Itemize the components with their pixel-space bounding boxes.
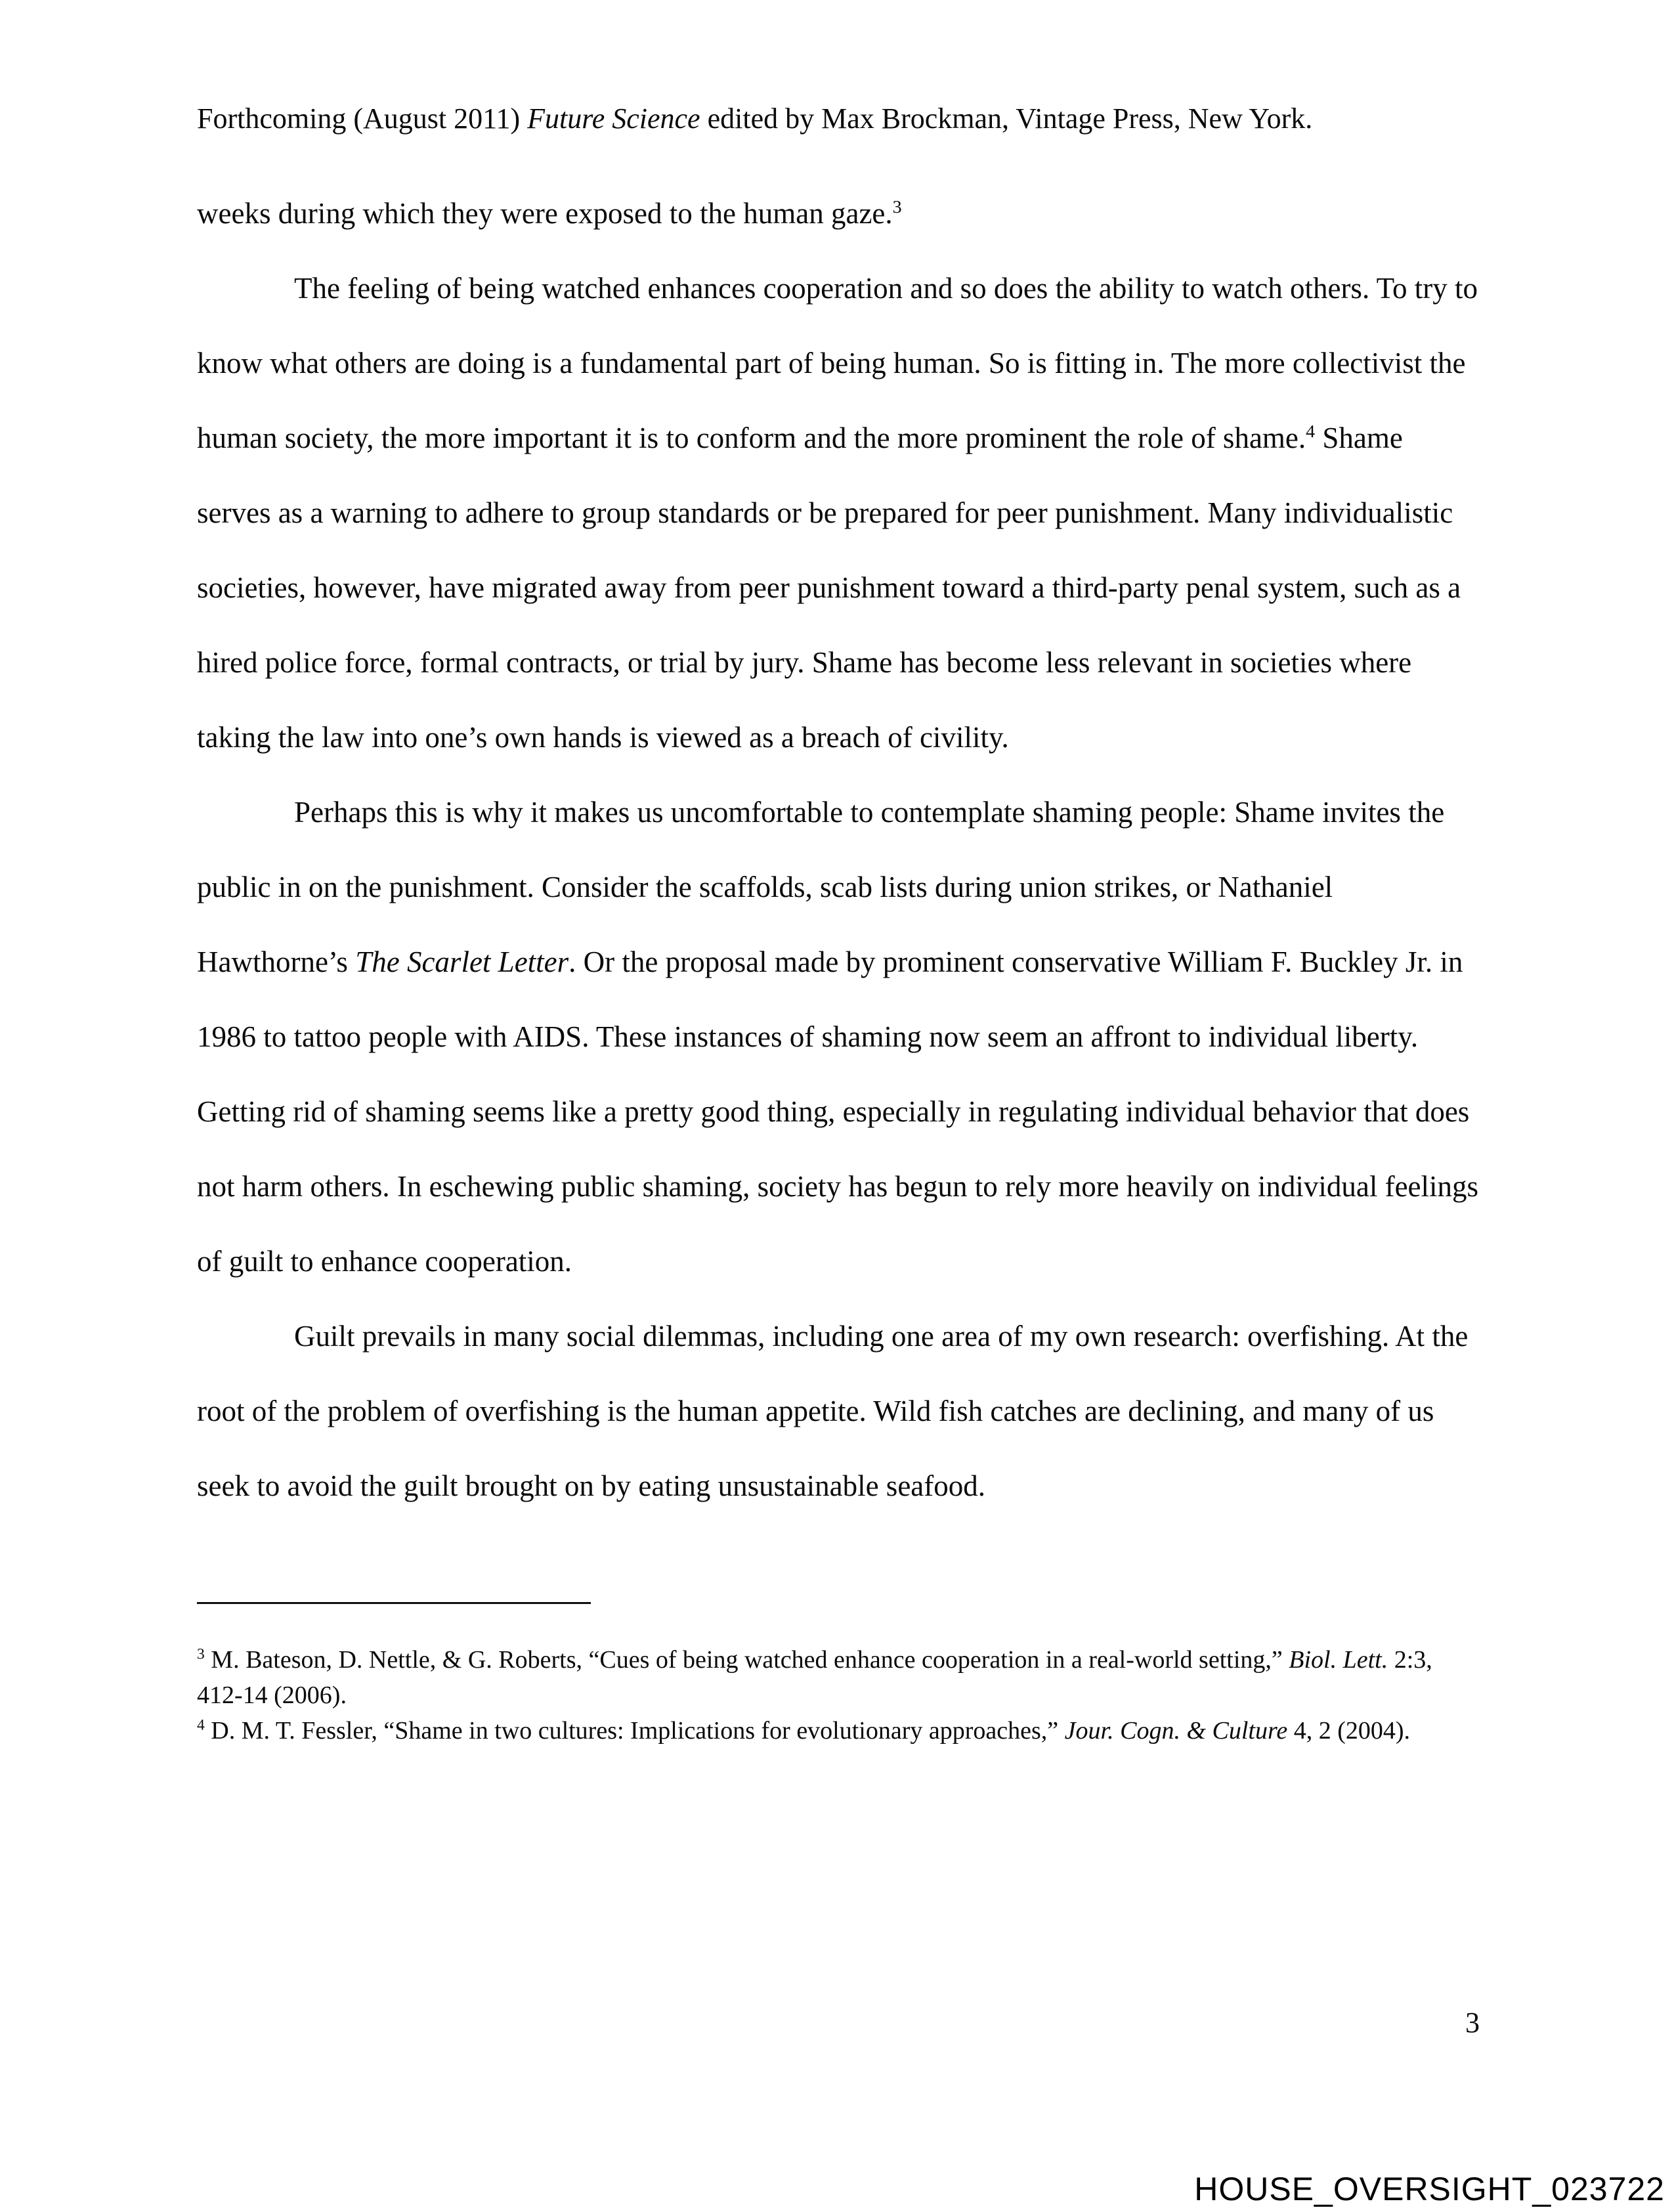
footnote-separator [197,1602,591,1604]
footnote-4: $^4$ D. M. T. Fessler, “Shame in two cultures: Implications for evolutionary approaches,” Jour. Cogn. & Culture 4, 2 (2004). [197,1716,1411,1745]
bates-stamp-watermark: HOUSE_OVERSIGHT_023722 [1194,2171,1665,2207]
page-number: 3 [1465,2006,1480,2039]
footnote-3: $^3$ M. Bateson, D. Nettle, & G. Roberts, “Cues of being watched enhance cooperation in a real-world setting,” Biol. Lett. 2:3, 412-14 (2006). [197,1645,1432,1709]
body-paragraph-continuation: weeks during which they were exposed to the human gaze.$^3$ [197,197,902,230]
body-paragraph-2: Perhaps this is why it makes us uncomfortable to contemplate shaming people: Shame invites the public in on the punishment. Consider the scaffolds, scab lists during union strikes, or Nathaniel Hawthorne’s The Scarlet Letter. Or the proposal made by prominent conservative William F. Buckley Jr. in 1986 to tattoo people with AIDS. These instances of shaming now seem an affront to individual liberty. Getting rid of shaming seems like a pretty good thing, especially in regulating individual behavior that does not harm others. In eschewing public shaming, society has begun to rely more heavily on individual feelings of guilt to enhance cooperation. [197,796,1479,1278]
body-text [197,176,1481,1748]
running-header: Forthcoming (August 2011) Future Science edited by Max Brockman, Vintage Press, New York. [197,102,1313,135]
body-paragraph-3: Guilt prevails in many social dilemmas, including one area of my own research: overfishing. At the root of the problem of overfishing is the human appetite. Wild fish catches are declining, and many of us seek to avoid the guilt brought on by eating unsustainable seafood. [197,1320,1469,1502]
body-paragraph-1: The feeling of being watched enhances cooperation and so does the ability to watch others. To try to know what others are doing is a fundamental part of being human. So is fitting in. The more collectivist the human society, the more important it is to conform and the more prominent the role of shame.$^4$ Shame serves as a warning to adhere to group standards or be prepared for peer punishment. Many individualistic societies, however, have migrated away from peer punishment toward a third-party penal system, such as a hired police force, formal contracts, or trial by jury. Shame has become less relevant in societies where taking the law into one’s own hands is viewed as a breach of civility. [197,272,1478,754]
footnotes-section [197,1602,1481,1748]
